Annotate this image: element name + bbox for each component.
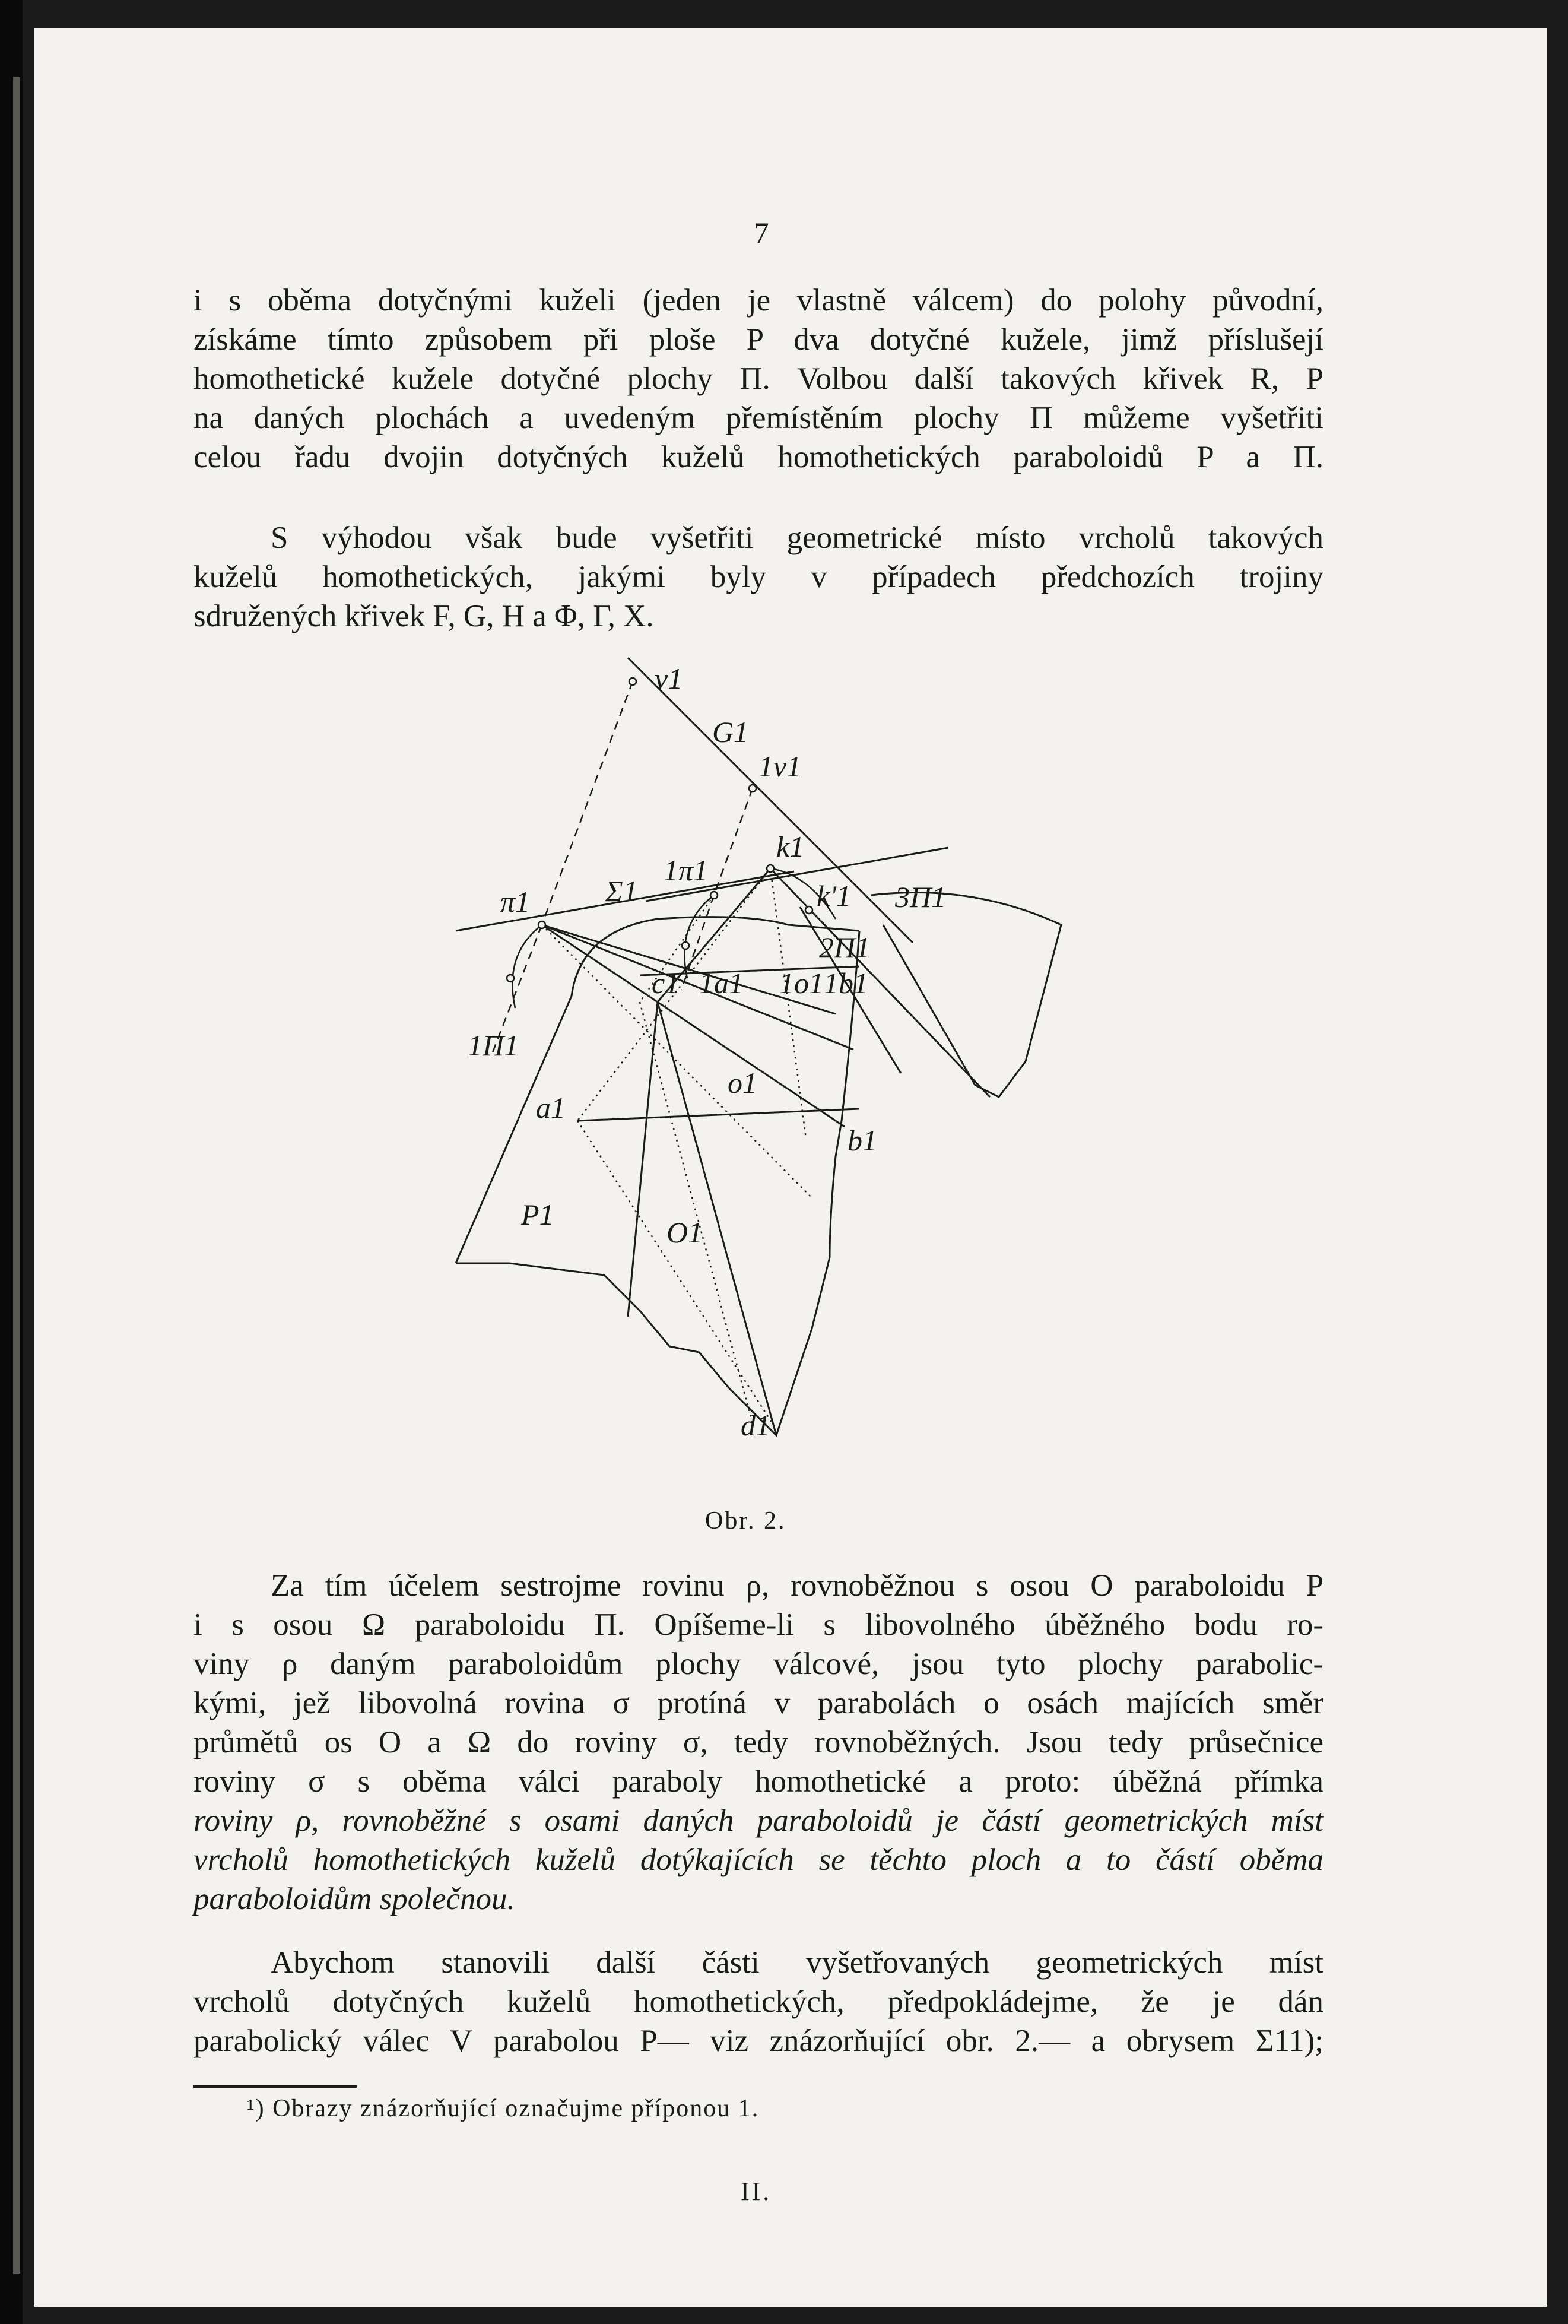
paragraph-line: celou řadu dvojin dotyčných kuželů homothetických paraboloidů P a Π. — [193, 440, 1323, 474]
point-1pi1 — [710, 892, 718, 899]
page-number: 7 — [754, 216, 769, 249]
label-1v1: 1v1 — [758, 750, 802, 783]
paragraph-2 — [193, 518, 1323, 636]
paragraph-1 — [193, 281, 1323, 477]
page — [34, 28, 1547, 2307]
label-2Pi1: 2Π1 — [819, 931, 871, 964]
label-G1: G1 — [712, 715, 749, 749]
label-v1: v1 — [655, 662, 683, 695]
label-1Pi1: 1Π1 — [468, 1029, 519, 1062]
paragraph-line: na daných plochách a uvedeným přemístěním plochy Π můžeme vyšetřiti — [193, 401, 1323, 435]
paragraph-line: S výhodou však bude vyšetřiti geometrické místo vrcholů takových — [271, 521, 1323, 555]
label-P1: P1 — [521, 1198, 554, 1231]
paragraph-line: kými, jež libovolná rovina σ protíná v parabolách o osách majících směr — [193, 1686, 1323, 1720]
point-pi1 — [538, 921, 545, 928]
paragraph-line: sdružených křivek F, G, H a Φ, Γ, X. — [193, 599, 654, 633]
signature-mark: II. — [741, 2177, 772, 2206]
paragraph-line: Abychom stanovili další části vyšetřovaných geometrických míst — [271, 1945, 1323, 1980]
paragraph-line: parabolický válec V parabolou P— viz znázorňující obr. 2.— a obrysem Σ11); — [193, 2024, 1323, 2058]
footnote: ¹) Obrazy znázorňující označujme příponou 1. — [247, 2095, 760, 2122]
paragraph-line: i s osou Ω paraboloidu Π. Opíšeme-li s libovolného úběžného bodu ro- — [193, 1608, 1323, 1642]
paragraph-line: průmětů os O a Ω do roviny σ, tedy rovnoběžných. Jsou tedy průsečnice — [193, 1725, 1323, 1759]
paragraph-line: získáme tímto způsobem při ploše P dva dotyčné kužele, jimž příslušejí — [193, 322, 1323, 357]
label-a1: a1 — [536, 1091, 566, 1124]
point-kprime — [805, 906, 812, 914]
paragraph-line: Za tím účelem sestrojme rovinu ρ, rovnoběžnou s osou O paraboloidu P — [271, 1568, 1323, 1603]
scan-edge-strip — [13, 77, 20, 2274]
dotted-a1-d1 — [577, 1121, 776, 1429]
paragraph-line-italic: paraboloidům společnou. — [193, 1882, 515, 1916]
point-k1 — [767, 865, 774, 872]
label-1a1: 1a1 — [699, 966, 744, 1000]
paragraph-line: vrcholů dotyčných kuželů homothetických, předpokládejme, že je dán — [193, 1984, 1323, 2019]
label-k1-prime: k'1 — [817, 879, 851, 912]
label-c1: c1 — [652, 966, 680, 1000]
point-1v1 — [749, 785, 756, 792]
label-pi1: π1 — [500, 885, 531, 918]
paragraph-line: kuželů homothetických, jakými byly v případech předchozích trojiny — [193, 560, 1323, 594]
label-Sigma1: Σ1 — [605, 874, 638, 908]
point-v1 — [629, 678, 636, 685]
geometry-figure — [420, 646, 1073, 1495]
line-G1 — [628, 658, 913, 943]
paragraph-line: viny ρ daným paraboloidům plochy válcové, jsou tyto plochy parabolic- — [193, 1647, 1323, 1681]
curve-1Pi1 — [512, 925, 542, 1008]
paragraph-line: roviny σ s oběma válci paraboly homothetické a proto: úběžná přímka — [193, 1764, 1323, 1799]
paragraph-line-italic: roviny ρ, rovnoběžné s osami daných paraboloidů je částí geometrických míst — [193, 1803, 1323, 1838]
point-2Pi1 — [682, 942, 689, 949]
paragraph-line: homothetické kužele dotyčné plochy Π. Volbou další takových křivek R, P — [193, 362, 1323, 396]
label-k1: k1 — [776, 830, 805, 863]
line-a1-b1 — [577, 1109, 859, 1121]
label-1o1: 1o1 — [779, 966, 824, 1000]
figure-caption: Obr. 2. — [705, 1507, 786, 1534]
label-O1: O1 — [666, 1216, 703, 1249]
paragraph-4 — [193, 1943, 1323, 2060]
footnote-rule — [193, 2085, 357, 2088]
paragraph-line-italic: vrcholů homothetických kuželů dotýkajících se těchto ploch a to částí oběma — [193, 1843, 1323, 1877]
paragraph-line: i s oběma dotyčnými kuželi (jeden je vlastně válcem) do polohy původní, — [193, 283, 1323, 318]
fragment-3Pi1 — [871, 893, 1061, 1097]
label-b1: b1 — [848, 1124, 877, 1157]
point-1Pi1 — [507, 975, 514, 982]
paragraph-3 — [193, 1566, 1323, 1919]
label-1b1: 1b1 — [824, 966, 868, 1000]
label-3Pi1: 3Π1 — [895, 880, 947, 914]
label-d1: d1 — [741, 1409, 770, 1442]
label-o1: o1 — [728, 1066, 757, 1099]
dotted-c1-d1 — [640, 1002, 753, 1423]
label-1pi1: 1π1 — [664, 854, 709, 887]
